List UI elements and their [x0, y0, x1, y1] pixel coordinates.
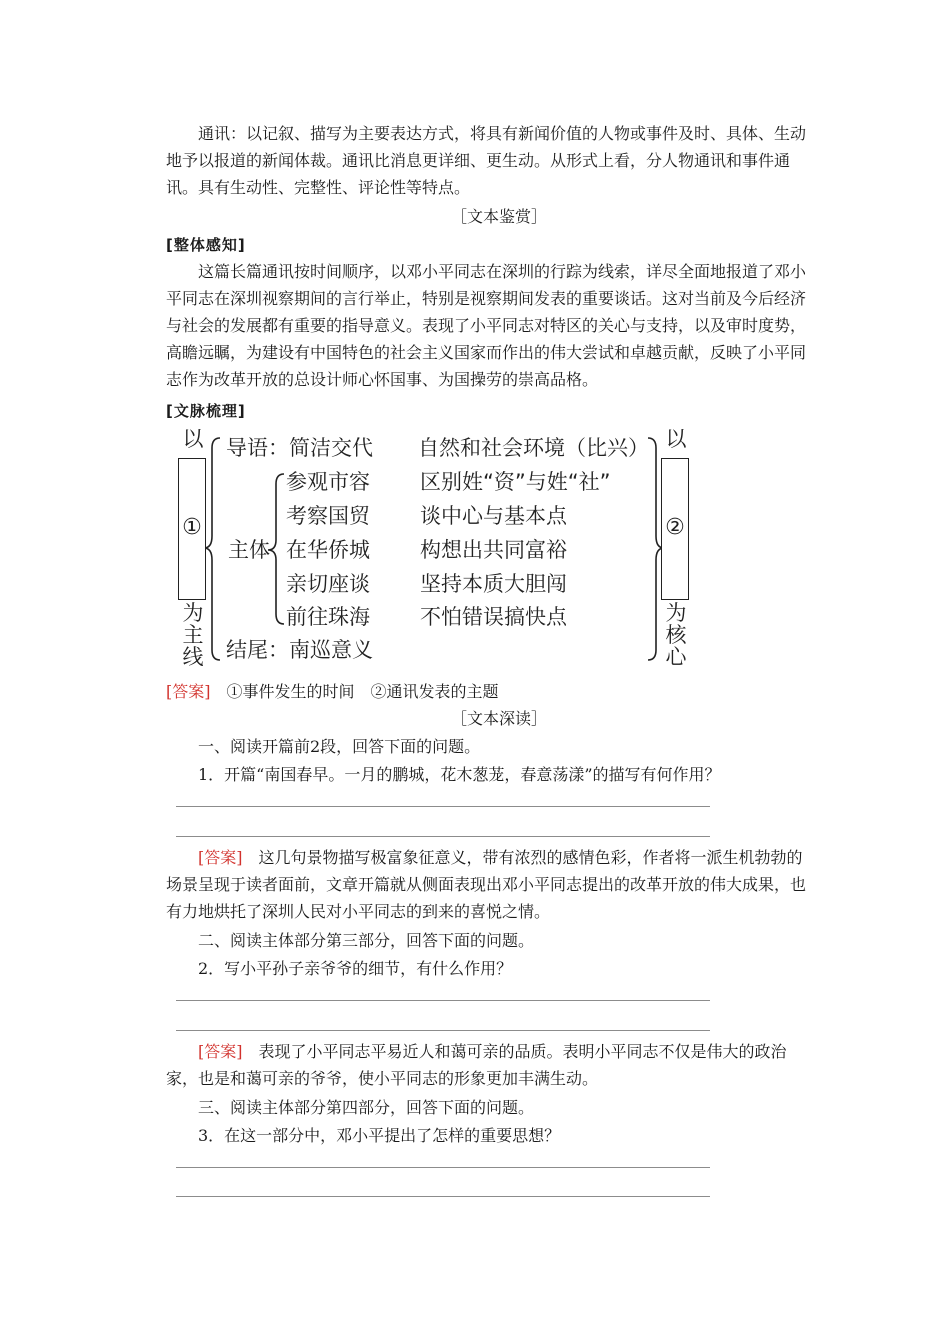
question-section-3: 三、阅读主体部分第四部分，回答下面的问题。: [198, 1098, 535, 1117]
outer-left-brace: [204, 438, 220, 660]
inner-left-brace: [268, 474, 284, 624]
structure-diagram: [174, 428, 694, 674]
answer-line: [176, 1196, 710, 1197]
answer-line: [176, 806, 710, 807]
end-row-label: 结尾：南巡意义: [226, 638, 373, 662]
body-row-left: 参观市容: [286, 470, 370, 494]
answer-1-text: 这几句景物描写极富象征意义，带有浓烈的感情色彩，作者将一派生机勃勃的场景呈现于读者面前，文章开篇就从侧面表现出邓小平同志提出的改革开放的伟大成果，也有力地烘托了深圳人民对小平同志的到来的喜悦之情。: [166, 848, 807, 921]
intro-row-label: 导语：简洁交代: [226, 436, 373, 460]
structure-tag: [166, 397, 818, 425]
question-3: 3．在这一部分中，邓小平提出了怎样的重要思想？: [198, 1126, 561, 1145]
right-top-text: 以: [665, 427, 687, 451]
section-heading-appreciation: ［文本鉴赏］: [450, 207, 547, 226]
right-blank-number: ②: [665, 515, 685, 540]
left-top-text: 以: [182, 427, 204, 451]
overall-tag-label: [整体感知]: [166, 236, 246, 254]
question-section-1: 一、阅读开篇前2段，回答下面的问题。: [198, 737, 481, 756]
left-bottom-text: 为主线: [182, 601, 204, 669]
answer-tag: [答案]: [198, 848, 243, 867]
question-2: 2．写小平孙子亲爷爷的细节，有什么作用？: [198, 959, 513, 978]
left-blank-number: ①: [182, 515, 202, 540]
answer-line: [176, 1030, 710, 1031]
answer-2: [166, 1038, 818, 1092]
body-row-right: 坚持本质大胆闯: [420, 572, 567, 596]
body-row-left: 前往珠海: [286, 605, 370, 629]
answer-tag: [答案]: [166, 682, 211, 701]
body-row-right: 不怕错误搞快点: [420, 605, 567, 629]
intro-row-right: 自然和社会环境（比兴）: [418, 436, 649, 460]
overall-paragraph: 这篇长篇通讯按时间顺序，以邓小平同志在深圳的行踪为线索，详尽全面地报道了邓小平同志在深圳视察期间的言行举止，特别是视察期间发表的重要谈话。这对当前及今后经济与社会的发展都有重要的指导意义。表现了小平同志对特区的关心与支持，以及审时度势，高瞻远瞩，为建设有中国特色的社会主义国家而作出的伟大尝试和卓越贡献，反映了小平同志作为改革开放的总设计师心怀国事、为国操劳的崇高品格。: [166, 262, 807, 389]
body-row-left: 在华侨城: [286, 538, 370, 562]
intro-paragraph: 通讯：以记叙、描写为主要表达方式，将具有新闻价值的人物或事件及时、具体、生动地予以报道的新闻体裁。通讯比消息更详细、更生动。从形式上看，分人物通讯和事件通讯。具有生动性、完整性、评论性等特点。: [166, 124, 807, 197]
answer-2-text: 表现了小平同志平易近人和蔼可亲的品质。表明小平同志不仅是伟大的政治家，也是和蔼可亲的爷爷，使小平同志的形象更加丰满生动。: [166, 1042, 787, 1088]
answer-line: [176, 836, 710, 837]
answer-tag: [答案]: [198, 1042, 243, 1061]
answer-line: [176, 1000, 710, 1001]
answer-1: [166, 844, 818, 925]
section-heading-deep: ［文本深读］: [450, 709, 547, 728]
body-row-right: 区别姓“资”与姓“社”: [420, 470, 611, 494]
overall-tag: [166, 231, 818, 259]
body-row-left: 亲切座谈: [286, 572, 370, 596]
structure-answer: [166, 678, 818, 705]
right-bottom-text: 为核心: [665, 601, 687, 669]
question-1: 1．开篇“南国春早。一月的鹏城，花木葱茏，春意荡漾”的描写有何作用？: [198, 765, 721, 784]
body-row-right: 构想出共同富裕: [420, 538, 567, 562]
answer-line: [176, 1167, 710, 1168]
body-row-right: 谈中心与基本点: [420, 504, 567, 528]
structure-answer-text: ①事件发生的时间 ②通讯发表的主题: [226, 682, 499, 701]
body-label: 主体: [228, 538, 270, 562]
question-section-2: 二、阅读主体部分第三部分，回答下面的问题。: [198, 931, 535, 950]
body-row-left: 考察国贸: [286, 504, 370, 528]
structure-tag-label: [文脉梳理]: [166, 402, 246, 420]
